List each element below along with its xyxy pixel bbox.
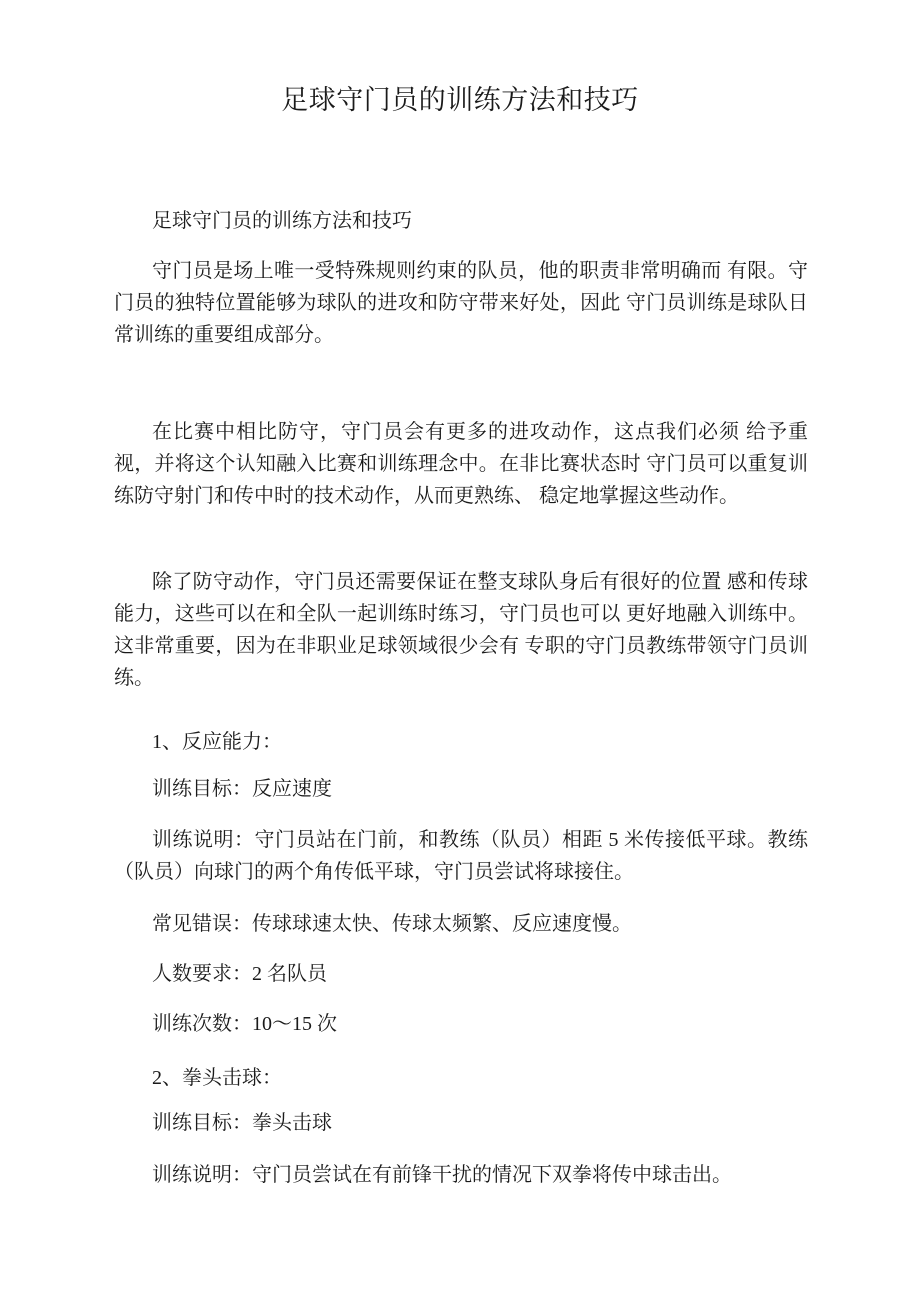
training-description-punching: 训练说明：守门员尝试在有前锋干扰的情况下双拳将传中球击出。 [152, 1164, 732, 1186]
section-heading-reaction: 1、反应能力： [152, 731, 282, 753]
training-goal-reaction: 训练目标：反应速度 [152, 778, 332, 800]
training-description-reaction: 训练说明：守门员站在门前，和教练（队员）相距 5 米传接低平球。教练（队员）向球门的两个角传低平球，守门员尝试将球接住。 [114, 829, 808, 883]
section-heading-punching: 2、拳头击球： [152, 1067, 282, 1089]
common-errors: 常见错误：传球球速太快、传球太频繁、反应速度慢。 [152, 913, 632, 935]
training-goal-punching: 训练目标：拳头击球 [152, 1112, 332, 1134]
training-count: 训练次数：10～15 次 [152, 1013, 337, 1035]
document-title: 足球守门员的训练方法和技巧 [281, 85, 639, 115]
positioning-paragraph: 除了防守动作，守门员还需要保证在整支球队身后有很好的位置 感和传球能力，这些可以在和全队一起训练时练习，守门员也可以 更好地融入训练中。这非常重要，因为在非职业足球领域很少会有 专职的守门员教练带领守门员训练。 [114, 571, 808, 689]
subtitle-paragraph: 足球守门员的训练方法和技巧 [152, 210, 412, 232]
attack-paragraph: 在比赛中相比防守，守门员会有更多的进攻动作，这点我们必须 给予重视，并将这个认知融入比赛和训练理念中。在非比赛状态时 守门员可以重复训练防守射门和传中时的技术动作，从而更熟练、 稳定地掌握这些动作。 [114, 421, 808, 507]
player-requirement: 人数要求：2 名队员 [152, 963, 327, 985]
intro-paragraph: 守门员是场上唯一受特殊规则约束的队员，他的职责非常明确而 有限。守门员的独特位置能够为球队的进攻和防守带来好处，因此 守门员训练是球队日常训练的重要组成部分。 [114, 260, 808, 346]
